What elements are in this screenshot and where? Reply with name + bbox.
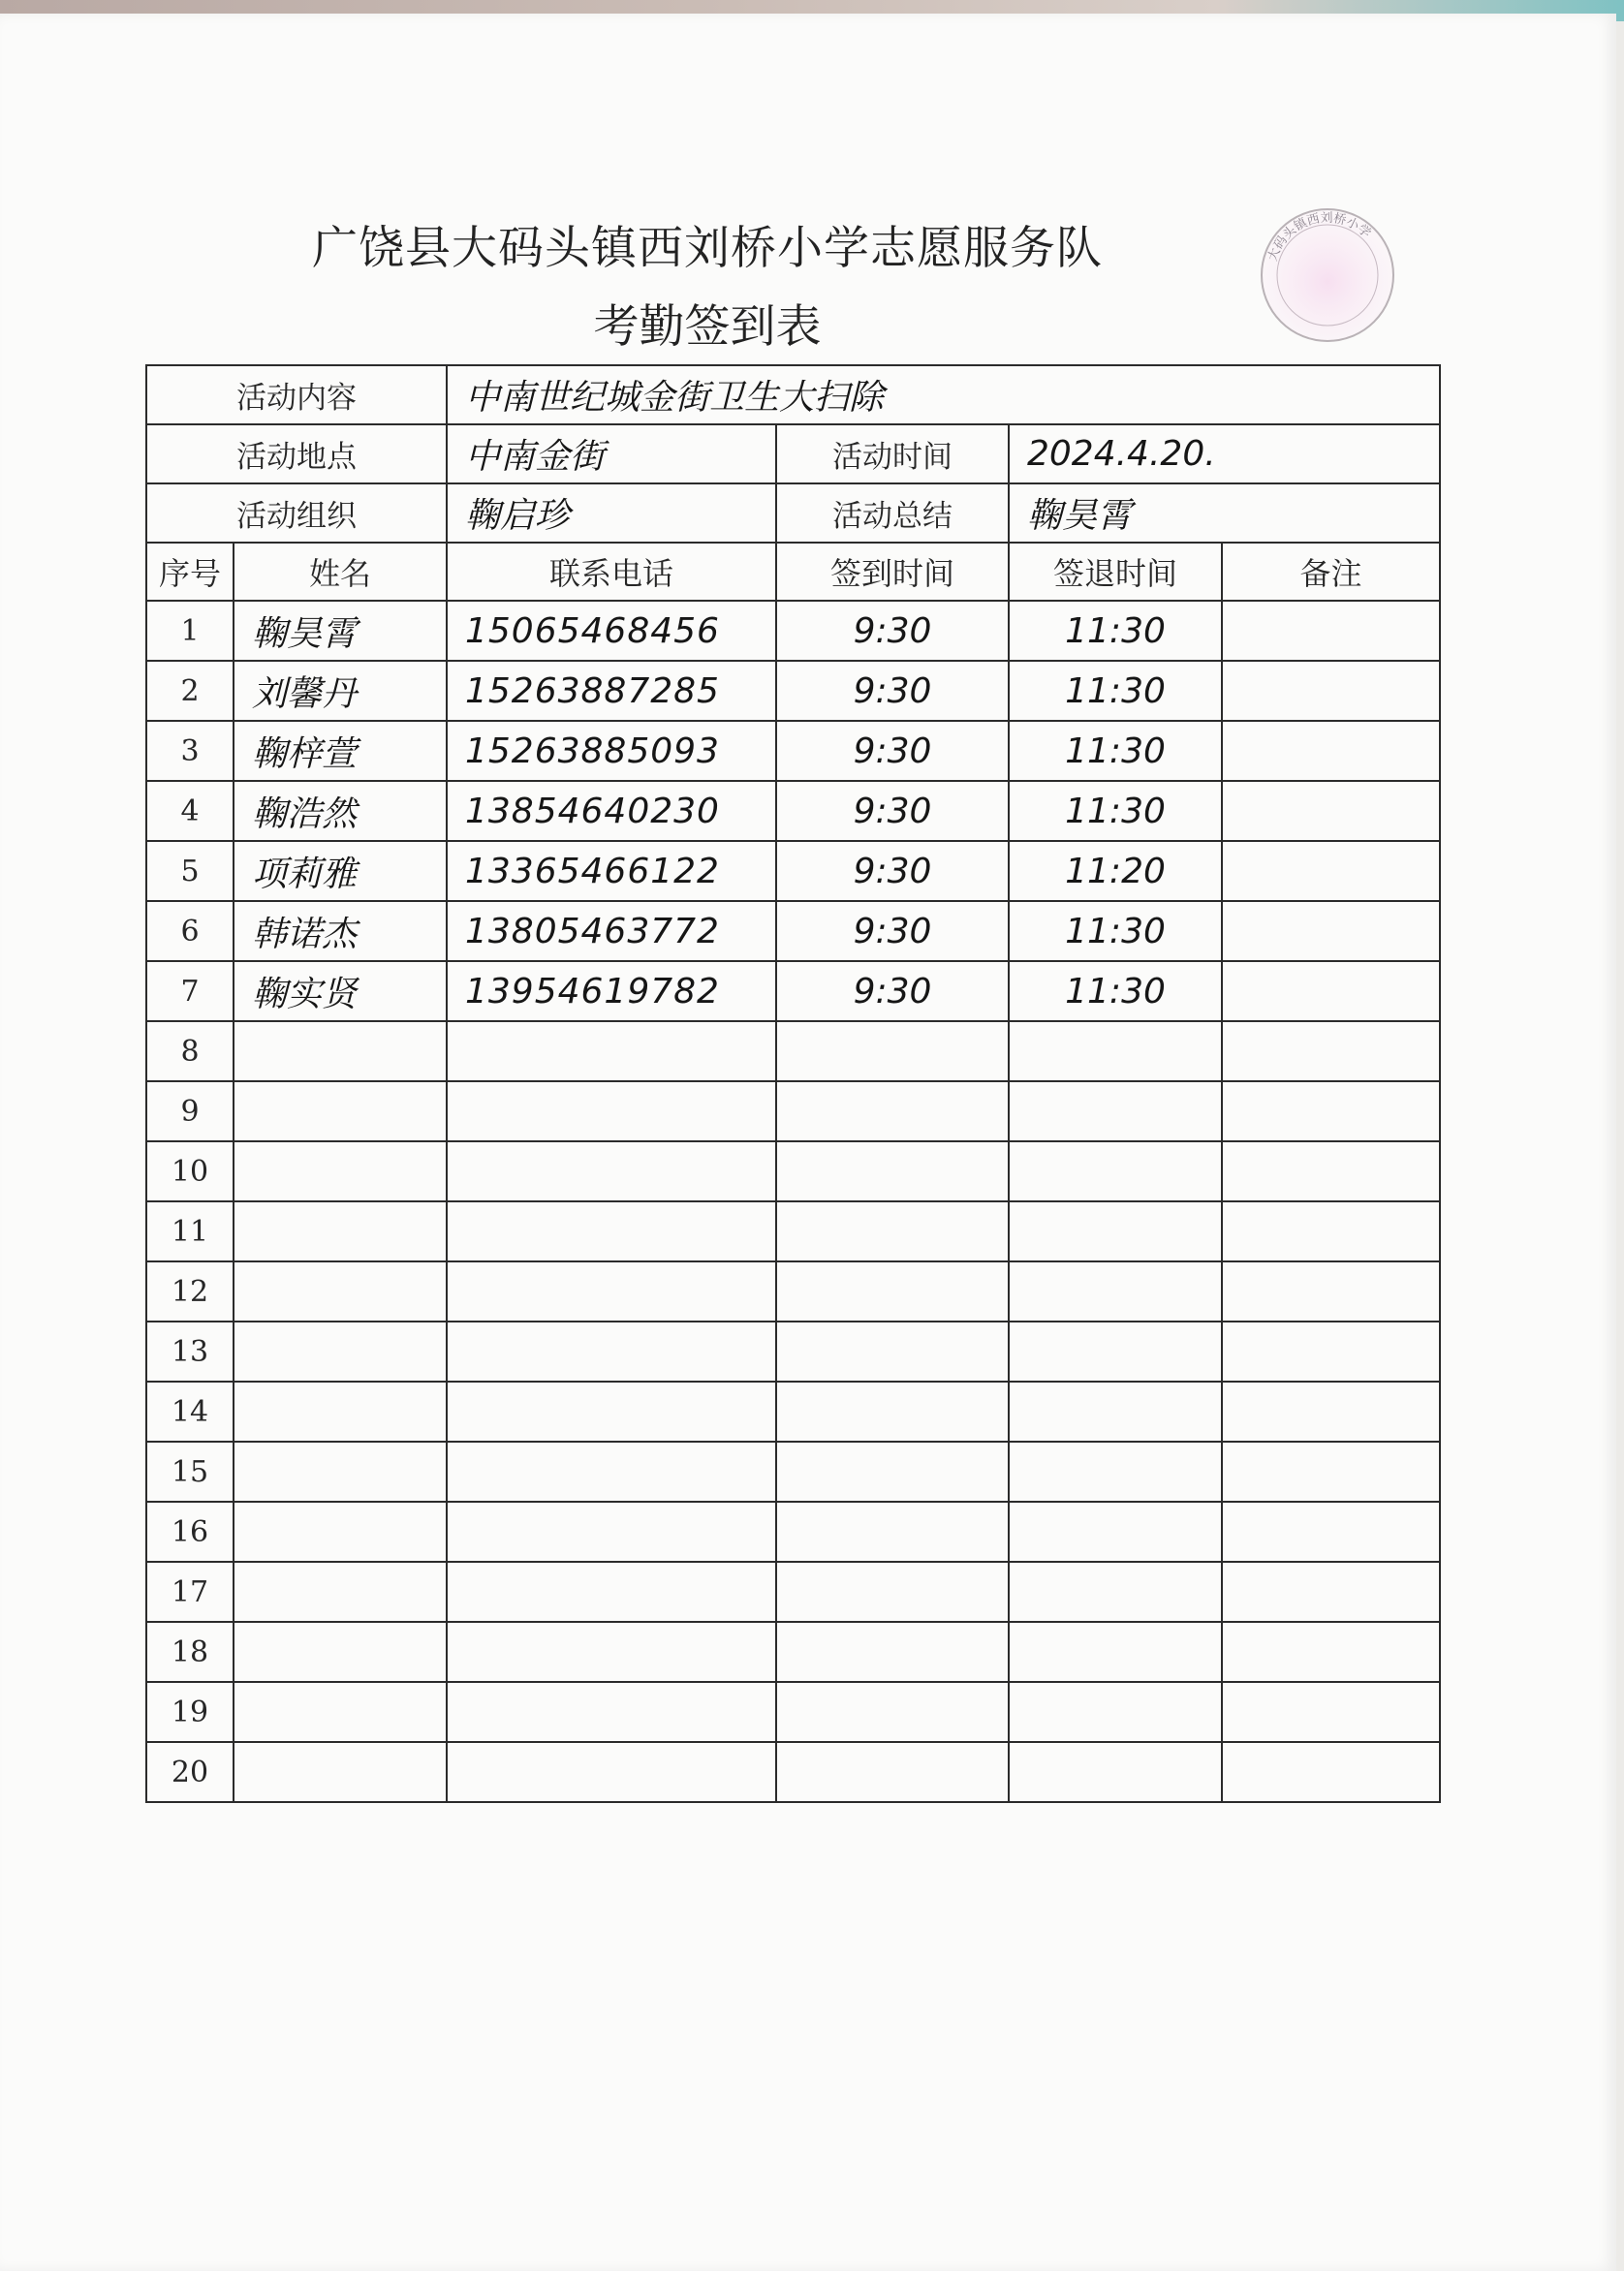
row-sign-in-time	[776, 1682, 1009, 1742]
column-header-index: 序号	[146, 543, 234, 601]
row-name	[234, 1141, 447, 1201]
row-note	[1222, 1081, 1440, 1141]
row-phone: 13805463772	[447, 901, 776, 961]
organizer-label: 活动组织	[146, 483, 447, 543]
row-note	[1222, 1261, 1440, 1322]
row-sign-out-time: 11:30	[1009, 781, 1222, 841]
row-index: 6	[146, 901, 234, 961]
info-row-organizer	[146, 483, 1440, 543]
row-sign-out-time	[1009, 1562, 1222, 1622]
location-label: 活动地点	[146, 424, 447, 483]
time-value: 2024.4.20.	[1009, 424, 1440, 483]
attendance-sheet	[0, 14, 1616, 2271]
row-sign-in-time: 9:30	[776, 661, 1009, 721]
row-phone	[447, 1261, 776, 1322]
table-row	[146, 1742, 1440, 1802]
attendance-table	[145, 364, 1441, 1803]
row-name	[234, 1382, 447, 1442]
column-header-phone: 联系电话	[447, 543, 776, 601]
attendance-form	[145, 364, 1439, 1803]
row-phone: 15065468456	[447, 601, 776, 661]
row-sign-in-time	[776, 1382, 1009, 1442]
column-header-note: 备注	[1222, 543, 1440, 601]
row-note	[1222, 1742, 1440, 1802]
row-name	[234, 1502, 447, 1562]
row-sign-in-time	[776, 1261, 1009, 1322]
row-note	[1222, 1562, 1440, 1622]
row-sign-out-time	[1009, 1742, 1222, 1802]
organizer-value: 鞠启珍	[447, 483, 776, 543]
row-note	[1222, 1682, 1440, 1742]
row-name	[234, 1021, 447, 1081]
table-row	[146, 1562, 1440, 1622]
row-name	[234, 1322, 447, 1382]
table-row	[146, 1201, 1440, 1261]
row-sign-out-time	[1009, 1081, 1222, 1141]
row-sign-in-time	[776, 1442, 1009, 1502]
row-sign-in-time: 9:30	[776, 961, 1009, 1021]
row-note	[1222, 721, 1440, 781]
row-index: 10	[146, 1141, 234, 1201]
row-note	[1222, 1141, 1440, 1201]
table-row	[146, 1021, 1440, 1081]
table-row	[146, 1622, 1440, 1682]
row-index: 13	[146, 1322, 234, 1382]
row-index: 1	[146, 601, 234, 661]
row-phone: 15263887285	[447, 661, 776, 721]
row-sign-out-time	[1009, 1442, 1222, 1502]
row-sign-out-time: 11:30	[1009, 721, 1222, 781]
table-body	[146, 601, 1440, 1802]
table-row	[146, 1141, 1440, 1201]
row-sign-in-time: 9:30	[776, 721, 1009, 781]
row-index: 15	[146, 1442, 234, 1502]
row-sign-in-time	[776, 1322, 1009, 1382]
row-index: 12	[146, 1261, 234, 1322]
summary-value: 鞠昊霄	[1009, 483, 1440, 543]
table-row	[146, 601, 1440, 661]
row-sign-out-time	[1009, 1622, 1222, 1682]
row-sign-out-time	[1009, 1322, 1222, 1382]
row-note	[1222, 1201, 1440, 1261]
table-row	[146, 1322, 1440, 1382]
row-sign-in-time	[776, 1562, 1009, 1622]
row-sign-in-time	[776, 1201, 1009, 1261]
row-index: 18	[146, 1622, 234, 1682]
time-label: 活动时间	[776, 424, 1009, 483]
row-sign-in-time	[776, 1141, 1009, 1201]
table-row	[146, 661, 1440, 721]
row-phone	[447, 1141, 776, 1201]
row-note	[1222, 1622, 1440, 1682]
row-note	[1222, 1502, 1440, 1562]
row-phone	[447, 1081, 776, 1141]
row-sign-out-time	[1009, 1141, 1222, 1201]
table-row	[146, 1382, 1440, 1442]
row-index: 5	[146, 841, 234, 901]
row-name	[234, 1562, 447, 1622]
row-index: 11	[146, 1201, 234, 1261]
row-index: 9	[146, 1081, 234, 1141]
location-value: 中南金街	[447, 424, 776, 483]
row-sign-out-time: 11:20	[1009, 841, 1222, 901]
row-phone	[447, 1502, 776, 1562]
row-name: 鞠实贤	[234, 961, 447, 1021]
row-sign-out-time: 11:30	[1009, 901, 1222, 961]
row-phone	[447, 1742, 776, 1802]
row-phone	[447, 1322, 776, 1382]
row-name: 项莉雅	[234, 841, 447, 901]
seal-text: 大码头镇西刘桥小学	[1265, 210, 1374, 264]
row-note	[1222, 1322, 1440, 1382]
row-note	[1222, 781, 1440, 841]
row-sign-in-time: 9:30	[776, 781, 1009, 841]
row-name: 韩诺杰	[234, 901, 447, 961]
row-note	[1222, 901, 1440, 961]
title-line-1: 广饶县大码头镇西刘桥小学志愿服务队	[312, 222, 1103, 275]
row-name	[234, 1081, 447, 1141]
row-sign-out-time	[1009, 1382, 1222, 1442]
table-row	[146, 721, 1440, 781]
row-phone	[447, 1201, 776, 1261]
row-sign-out-time: 11:30	[1009, 961, 1222, 1021]
column-header-sign-in: 签到时间	[776, 543, 1009, 601]
content-value: 中南世纪城金街卫生大扫除	[447, 365, 1440, 424]
column-header-sign-out: 签退时间	[1009, 543, 1222, 601]
row-phone: 13854640230	[447, 781, 776, 841]
row-index: 8	[146, 1021, 234, 1081]
row-phone	[447, 1382, 776, 1442]
table-row	[146, 901, 1440, 961]
row-note	[1222, 601, 1440, 661]
row-note	[1222, 841, 1440, 901]
row-sign-in-time	[776, 1502, 1009, 1562]
row-phone	[447, 1442, 776, 1502]
school-seal-stamp	[1255, 202, 1400, 348]
row-name: 鞠梓萱	[234, 721, 447, 781]
row-name	[234, 1742, 447, 1802]
row-phone	[447, 1622, 776, 1682]
row-note	[1222, 661, 1440, 721]
table-row	[146, 1261, 1440, 1322]
row-phone: 15263885093	[447, 721, 776, 781]
row-sign-out-time	[1009, 1021, 1222, 1081]
row-sign-in-time: 9:30	[776, 841, 1009, 901]
row-name	[234, 1261, 447, 1322]
row-sign-in-time	[776, 1622, 1009, 1682]
row-index: 17	[146, 1562, 234, 1622]
row-phone: 13954619782	[447, 961, 776, 1021]
table-header-row	[146, 543, 1440, 601]
row-name	[234, 1622, 447, 1682]
row-name: 鞠浩然	[234, 781, 447, 841]
summary-label: 活动总结	[776, 483, 1009, 543]
row-index: 16	[146, 1502, 234, 1562]
table-row	[146, 781, 1440, 841]
row-note	[1222, 1442, 1440, 1502]
table-row	[146, 1081, 1440, 1141]
table-row	[146, 1682, 1440, 1742]
row-sign-out-time	[1009, 1502, 1222, 1562]
row-sign-out-time: 11:30	[1009, 661, 1222, 721]
row-note	[1222, 1021, 1440, 1081]
row-sign-in-time	[776, 1021, 1009, 1081]
table-row	[146, 841, 1440, 901]
row-sign-out-time	[1009, 1201, 1222, 1261]
row-index: 19	[146, 1682, 234, 1742]
row-index: 7	[146, 961, 234, 1021]
table-row	[146, 1442, 1440, 1502]
column-header-name: 姓名	[234, 543, 447, 601]
row-name	[234, 1201, 447, 1261]
row-index: 4	[146, 781, 234, 841]
row-sign-out-time	[1009, 1261, 1222, 1322]
row-sign-in-time	[776, 1742, 1009, 1802]
info-row-content	[146, 365, 1440, 424]
content-label: 活动内容	[146, 365, 447, 424]
row-index: 20	[146, 1742, 234, 1802]
table-row	[146, 1502, 1440, 1562]
title-line-2: 考勤签到表	[593, 300, 822, 354]
row-index: 3	[146, 721, 234, 781]
row-sign-out-time	[1009, 1682, 1222, 1742]
row-sign-in-time: 9:30	[776, 901, 1009, 961]
row-note	[1222, 961, 1440, 1021]
table-row	[146, 961, 1440, 1021]
row-phone	[447, 1562, 776, 1622]
row-phone	[447, 1021, 776, 1081]
row-note	[1222, 1382, 1440, 1442]
row-sign-out-time: 11:30	[1009, 601, 1222, 661]
row-name	[234, 1682, 447, 1742]
row-name: 鞠昊霄	[234, 601, 447, 661]
row-name	[234, 1442, 447, 1502]
row-index: 2	[146, 661, 234, 721]
row-phone	[447, 1682, 776, 1742]
sheet-title	[223, 212, 1192, 356]
row-index: 14	[146, 1382, 234, 1442]
row-phone: 13365466122	[447, 841, 776, 901]
row-sign-in-time: 9:30	[776, 601, 1009, 661]
row-name: 刘馨丹	[234, 661, 447, 721]
row-sign-in-time	[776, 1081, 1009, 1141]
info-row-location	[146, 424, 1440, 483]
